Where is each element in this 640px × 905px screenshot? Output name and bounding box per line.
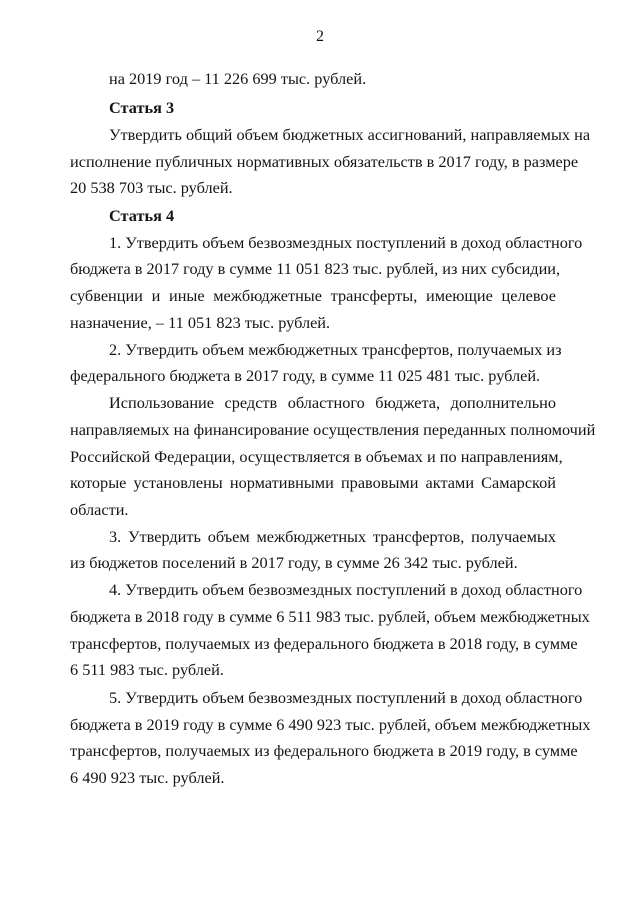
text-line: бюджета в 2017 году в сумме 11 051 823 тыс. рублей, из них субсидии, xyxy=(70,259,561,278)
text-line: 4. Утвердить объем безвозмездных поступлений в доход областного xyxy=(109,580,583,599)
page-number: 2 xyxy=(316,28,324,45)
text-line: трансфертов, получаемых из федерального бюджета в 2019 году, в сумме xyxy=(70,741,578,760)
text-line: Российской Федерации, осуществляется в объемах и по направлениям, xyxy=(70,447,563,466)
text-line: области. xyxy=(70,500,129,519)
text-line: которые установлены нормативными правовыми актами Самарской xyxy=(70,473,556,492)
text-line: 1. Утвердить объем безвозмездных поступлений в доход областного xyxy=(109,233,583,252)
text-line: бюджета в 2018 году в сумме 6 511 983 тыс. рублей, объем межбюджетных xyxy=(70,607,590,626)
text-line: из бюджетов поселений в 2017 году, в сумме 26 342 тыс. рублей. xyxy=(70,553,518,572)
text-line: направляемых на финансирование осуществления переданных полномочий xyxy=(70,420,596,439)
text-line: федерального бюджета в 2017 году, в сумме 11 025 481 тыс. рублей. xyxy=(70,366,541,385)
article-3-heading: Статья 3 xyxy=(109,98,175,117)
text-line: 3. Утвердить объем межбюджетных трансфертов, получаемых xyxy=(109,527,556,546)
text-line: бюджета в 2019 году в сумме 6 490 923 тыс. рублей, объем межбюджетных xyxy=(70,715,591,734)
text-line: 5. Утвердить объем безвозмездных поступлений в доход областного xyxy=(109,688,583,707)
text-line: 2. Утвердить объем межбюджетных трансфертов, получаемых из xyxy=(109,340,562,359)
article-4-heading: Статья 4 xyxy=(109,206,175,225)
text-line: 6 490 923 тыс. рублей. xyxy=(70,768,225,787)
text-line: назначение, – 11 051 823 тыс. рублей. xyxy=(70,313,331,332)
text-line: 6 511 983 тыс. рублей. xyxy=(70,660,224,679)
text-line: Использование средств областного бюджета, дополнительно xyxy=(109,393,556,412)
text-line: на 2019 год – 11 226 699 тыс. рублей. xyxy=(109,69,367,88)
text-line: исполнение публичных нормативных обязательств в 2017 году, в размере xyxy=(70,152,579,171)
text-line: 20 538 703 тыс. рублей. xyxy=(70,178,233,197)
text-line: трансфертов, получаемых из федерального бюджета в 2018 году, в сумме xyxy=(70,634,578,653)
text-line: Утвердить общий объем бюджетных ассигнований, направляемых на xyxy=(109,125,591,144)
text-line: субвенции и иные межбюджетные трансферты, имеющие целевое xyxy=(70,286,556,305)
